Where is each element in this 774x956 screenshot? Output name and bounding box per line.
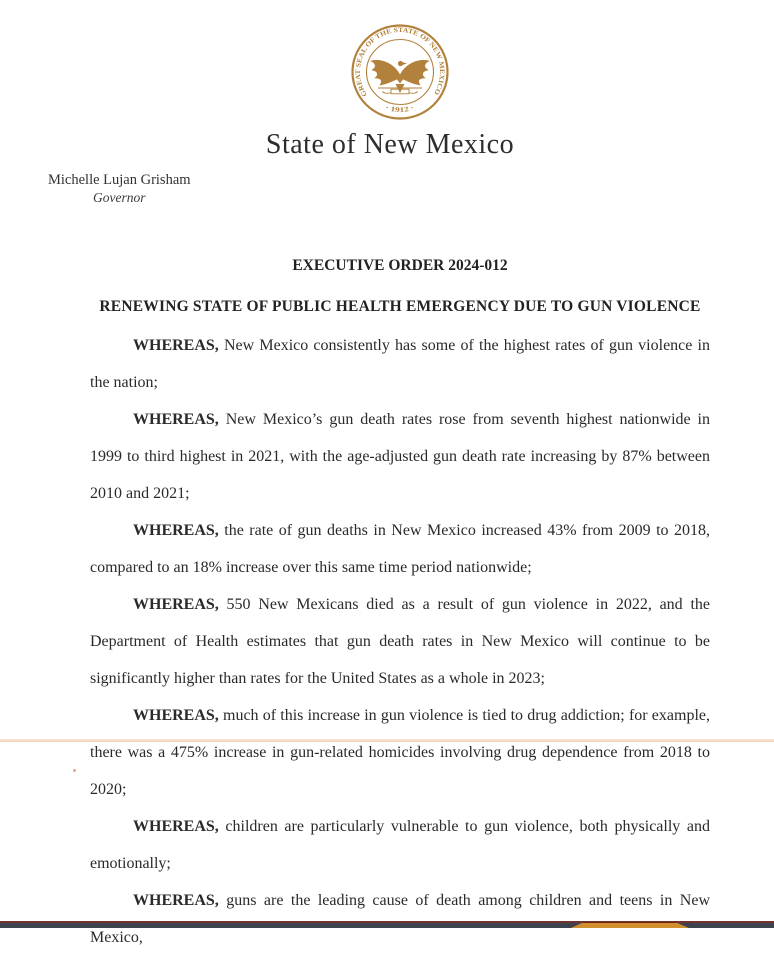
whereas-text: New Mexico’s gun death rates rose from seventh highest nationwide in 1999 to third highest in 2021, with the age-adjusted gun death rate increasing by 87% between 2010 and 2021;	[90, 411, 710, 502]
whereas-lead: WHEREAS,	[133, 818, 219, 835]
taskbar-top-border	[0, 921, 774, 923]
whereas-paragraph	[90, 327, 710, 401]
whereas-lead: WHEREAS,	[133, 707, 219, 724]
whereas-lead: WHEREAS,	[133, 522, 219, 539]
scan-artifact-speck	[73, 769, 76, 772]
whereas-text: children are particularly vulnerable to gun violence, both physically and emotionally;	[90, 818, 710, 872]
executive-order-number: EXECUTIVE ORDER 2024-012	[292, 257, 508, 274]
whereas-lead: WHEREAS,	[133, 596, 219, 613]
whereas-paragraph	[90, 808, 710, 882]
whereas-lead: WHEREAS,	[133, 337, 219, 354]
state-seal-icon	[344, 24, 456, 121]
eagle-icon	[371, 60, 429, 94]
whereas-text: much of this increase in gun violence is tied to drug addiction; for example, there was a 475% increase in gun-related homicides involving drug dependence from 2018 to 2020;	[90, 707, 710, 798]
whereas-lead: WHEREAS,	[133, 892, 219, 909]
svg-text:· 1912 ·: · 1912 ·	[384, 103, 415, 115]
state-seal	[344, 24, 456, 121]
scan-artifact-line	[0, 739, 774, 742]
whereas-text: guns are the leading cause of death among children and teens in New Mexico,	[90, 892, 710, 946]
svg-text:GREAT SEAL OF THE STATE OF NEW: GREAT SEAL OF THE STATE OF NEW MEXICO	[354, 26, 446, 98]
whereas-text: New Mexico consistently has some of the highest rates of gun violence in the nation;	[90, 337, 710, 391]
governor-name: Michelle Lujan Grisham	[48, 172, 191, 188]
whereas-paragraph	[90, 512, 710, 586]
whereas-paragraph	[90, 586, 710, 697]
whereas-paragraph	[90, 882, 710, 956]
whereas-text: the rate of gun deaths in New Mexico increased 43% from 2009 to 2018, compared to an 18% increase over this same time period nationwide;	[90, 522, 710, 576]
state-title: State of New Mexico	[265, 129, 515, 160]
governor-block	[48, 172, 191, 206]
whereas-paragraph	[90, 697, 710, 808]
whereas-paragraph	[90, 401, 710, 512]
document-body	[90, 327, 710, 956]
executive-order-title: RENEWING STATE OF PUBLIC HEALTH EMERGENCY DUE TO GUN VIOLENCE	[99, 298, 701, 315]
whereas-lead: WHEREAS,	[133, 411, 219, 428]
bottom-taskbar-edge[interactable]	[0, 921, 774, 928]
whereas-text: 550 New Mexicans died as a result of gun violence in 2022, and the Department of Health estimates that gun death rates in New Mexico will continue to be significantly higher than rates for the United States as a whole in 2023;	[90, 596, 710, 687]
governor-title: Governor	[93, 190, 146, 205]
